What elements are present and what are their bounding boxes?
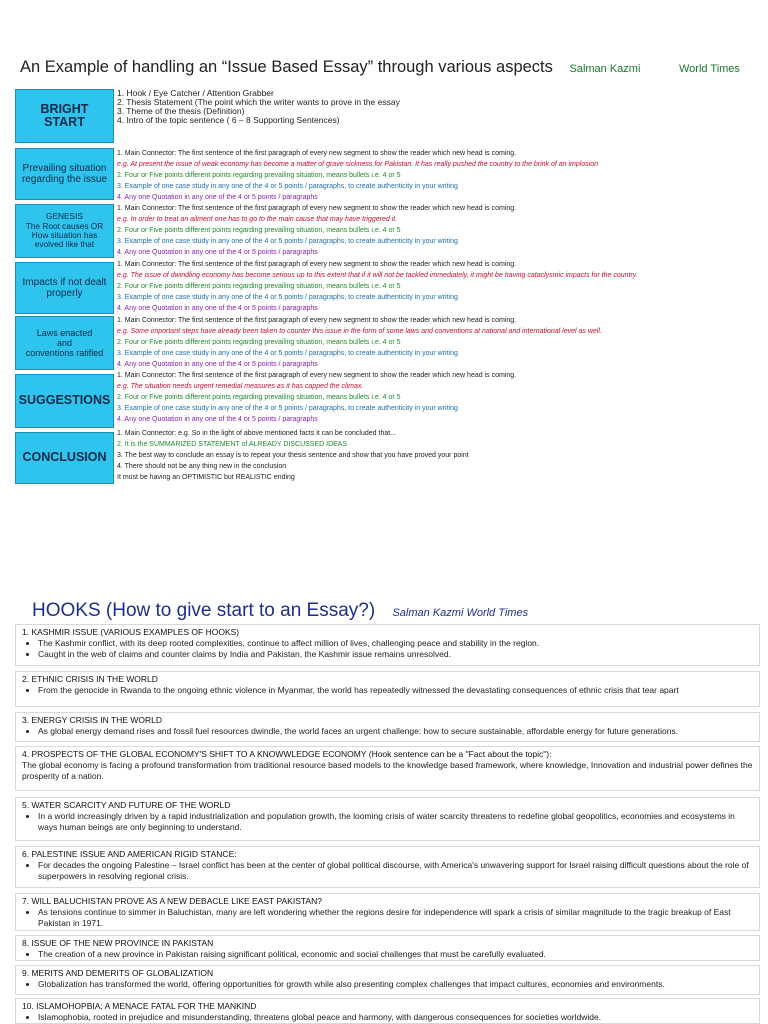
hook-item [15,624,760,666]
section-line: 2. Four or Five points different points regarding prevailing situation, means bullets i.e. 4 or 5 [117,339,401,346]
section-line: 3. Theme of the thesis (Definition) [117,106,245,116]
section-label-box [15,89,114,143]
hook-item [15,965,760,995]
section-line: 2. Thesis Statement (The point which the writer wants to prove in the essay [117,97,400,107]
section-line: 3. Example of one case study in any one of the 4 or 5 points / paragraphs, to create authenticity in your writing [117,294,458,301]
section-line: 4. Any one Quotation in any one of the 4 or 5 points / paragraphs [117,194,318,201]
hook-heading: 9. MERITS AND DEMERITS OF GLOBALIZATION [22,968,214,978]
section-label-line: Impacts if not dealt [22,277,107,288]
hook-bullets [22,949,753,960]
section-line: e.g. The situation needs urgent remedial measures as it has capped the climax. [117,383,364,390]
hooks-author: Salman Kazmi World Times [392,607,529,619]
section-label-box [15,316,114,370]
section-label-line: properly [46,288,83,299]
hook-bullet: • Caught in the web of claims and counter claims by India and Pakistan, the Kashmir issue remains unresolved. [38,649,753,660]
hook-bullets [22,1012,753,1023]
page-title-row [20,58,740,77]
hook-item [15,935,760,961]
section-label-line: Prevailing situation [22,163,107,174]
hook-bullets [22,979,753,990]
section-label-box [15,432,114,484]
hooks-title: HOOKS (How to give start to an Essay?) [32,600,376,621]
section-line: 3. The best way to conclude an essay is to repeat your thesis sentence and show that you have proved your point [117,452,469,459]
section-line: 1. Main Connector: e.g. So in the light of above mentioned facts it can be concluded that... [117,430,397,437]
hook-item [15,746,760,791]
section-label-line: CONCLUSION [22,450,107,465]
hook-heading: 1. KASHMIR ISSUE (VARIOUS EXAMPLES OF HOOKS) [22,627,240,637]
section-line: 2. Four or Five points different points regarding prevailing situation, means bullets i.e. 4 or 5 [117,172,401,179]
hook-bullets [22,860,753,882]
hook-heading: 10. ISLAMOHOPBIA; A MENACE FATAL FOR THE MANKIND [22,1001,257,1011]
hook-bullet: • As global energy demand rises and fossil fuel resources dwindle, the world faces an urgent challenge: how to secure sustainable, affordable energy for future generations. [38,726,753,737]
section-label-line: The Root causes OR [25,220,104,231]
hook-heading: 4. PROSPECTS OF THE GLOBAL ECONOMY'S SHIFT TO A KNOWWLEDGE ECONOMY (Hook sentence can be a "Fact about the topic"): [22,749,552,759]
section-line: 1. Hook / Eye Catcher / Attention Grabber [117,89,274,98]
hook-item [15,712,760,742]
section-line: e.g. The issue of dwindling economy has become serious up to this extent that if it will not be tackled immediately, it might be having cataclysmic impacts for the country. [117,272,638,279]
section-line: 4. Any one Quotation in any one of the 4 or 5 points / paragraphs [117,361,318,368]
section-label-box [15,374,114,428]
hook-item [15,797,760,841]
hook-bullets [22,638,753,660]
section-line: 3. Example of one case study in any one of the 4 or 5 points / paragraphs, to create authenticity in your writing [117,350,458,357]
section-line: 2. Four or Five points different points regarding prevailing situation, means bullets i.e. 4 or 5 [117,227,401,234]
section-label-line: regarding the issue [21,174,108,185]
hook-item [15,893,760,931]
section-line: e.g. At present the issue of weak economy has become a matter of grave sickness for Pakistan. It has really pushed the country to the brink of an implosion [117,161,599,168]
section-line: 1. Main Connector: The first sentence of the first paragraph of every new segment to show the reader which new head is coming. [117,317,517,324]
section-label-box [15,204,114,258]
section-content [117,315,767,370]
section-content [117,370,767,425]
author-name: Salman Kazmi [569,63,641,75]
section-content [117,203,767,258]
section-label-line: START [44,115,85,129]
section-line: 3. Example of one case study in any one of the 4 or 5 points / paragraphs, to create authenticity in your writing [117,238,458,245]
hook-bullet: • Globalization has transformed the world, offering opportunities for growth while also presenting complex challenges that impact cultures, economies and environments. [38,979,753,990]
hook-bullet: • From the genocide in Rwanda to the ongoing ethnic violence in Myanmar, the world has repeatedly witnessed the devastating consequences of ethnic crisis that tear apart [38,685,753,696]
section-line: 1. Main Connector: The first sentence of the first paragraph of every new segment to show the reader which new head is coming. [117,150,517,157]
hook-bullet: • For decades the ongoing Palestine – Israel conflict has been at the center of global political discourse, with America's unwavering support for Israel raising difficult questions about the role of superpowers in resolving regional crisis. [38,860,753,882]
section-line: e.g. Some important steps have already been taken to counter this issue in the form of some laws and conventions at national and international level as well. [117,328,602,335]
hook-bullets [22,685,753,696]
section-content [117,148,767,203]
hook-bullets [22,726,753,737]
page-title: An Example of handling an “Issue Based Essay” through various aspects [20,58,553,76]
hook-bullets [22,811,753,833]
section-line: 2. It is the SUMMARIZED STATEMENT of ALREADY DISCUSSED IDEAS [117,441,348,448]
section-content [117,89,767,125]
hooks-title-row [32,600,528,622]
hook-heading: 7. WILL BALUCHISTAN PROVE AS A NEW DEBACLE LIKE EAST PAKISTAN? [22,896,322,906]
section-label-line: BRIGHT [40,101,89,116]
hook-item [15,998,760,1024]
hook-heading: 6. PALESTINE ISSUE AND AMERICAN RIGID STANCE: [22,849,237,859]
hook-bullet: • Islamophobia, rooted in prejudice and misunderstanding, threatens global peace and harmony, with dangerous consequences for societies worldwide. [38,1012,753,1023]
hook-bullet: • The creation of a new province in Pakistan raising significant political, economic and social challenges that must be carefully evaluated. [38,949,753,960]
hook-heading: 3. ENERGY CRISIS IN THE WORLD [22,715,162,725]
hook-heading: 5. WATER SCARCITY AND FUTURE OF THE WORLD [22,800,231,810]
hook-bullet: • The Kashmir conflict, with its deep rooted complexities, continue to affect million of lives, challenging peace and stability in the region. [38,638,753,649]
section-line: 1. Main Connector: The first sentence of the first paragraph of every new segment to show the reader which new head is coming. [117,372,517,379]
hook-paragraph: The global economy is facing a profound transformation from traditional resource based models to the knowledge based framework, where knowledge, Innovation and industrial power defines the prosperity of a nation. [22,760,753,781]
section-line: 2. Four or Five points different points regarding prevailing situation, means bullets i.e. 4 or 5 [117,283,401,290]
section-line: 4. Any one Quotation in any one of the 4 or 5 points / paragraphs [117,305,318,312]
section-line: 1. Main Connector: The first sentence of the first paragraph of every new segment to show the reader which new head is coming. [117,261,517,268]
section-line: It must be having an OPTIMISTIC but REALISTIC ending [117,474,295,481]
section-content [117,259,767,314]
publication-name: World Times [679,63,740,75]
hook-heading: 8. ISSUE OF THE NEW PROVINCE IN PAKISTAN [22,938,214,948]
section-label-line: How situation has [31,230,98,240]
section-label-line: SUGGESTIONS [18,393,111,408]
hook-bullets [22,907,753,929]
section-label-line: GENESIS [46,211,83,222]
section-label-line: and [56,338,72,348]
section-line: 2. Four or Five points different points regarding prevailing situation, means bullets i.e. 4 or 5 [117,394,401,401]
section-label-box [15,148,114,200]
hook-bullet: • In a world increasingly driven by a rapid industrialization and population growth, the looming crisis of water scarcity threatens to redefine global geopolitics, economies and ecosystems in ways human beings are only beginning to understand. [38,811,753,833]
section-line: 1. Main Connector: The first sentence of the first paragraph of every new segment to show the reader which new head is coming. [117,205,517,212]
section-label-line: conventions ratified [25,348,104,358]
section-line: 3. Example of one case study in any one of the 4 or 5 points / paragraphs, to create authenticity in your writing [117,183,458,190]
section-line: 4. Intro of the topic sentence ( 6 – 8 Supporting Sentences) [117,115,340,125]
section-line: 4. There should not be any thing new in the conclusion [117,463,287,470]
hook-bullet: • As tensions continue to simmer in Baluchistan, many are left wondering whether the regions desire for independence will spark a crisis of similar magnitude to the tragic breakup of East Pakistan in 1971. [38,907,753,929]
section-line: 4. Any one Quotation in any one of the 4 or 5 points / paragraphs [117,416,318,423]
section-line: e.g. In order to treat an ailment one has to go to the main cause that may have triggered it. [117,216,398,223]
hook-heading: 2. ETHNIC CRISIS IN THE WORLD [22,674,158,684]
section-label-box [15,262,114,314]
hook-item [15,846,760,888]
hook-item [15,671,760,707]
section-line: 4. Any one Quotation in any one of the 4 or 5 points / paragraphs [117,249,318,256]
section-line: 3. Example of one case study in any one of the 4 or 5 points / paragraphs, to create authenticity in your writing [117,405,458,412]
section-label-line: Laws enacted [36,328,93,338]
section-label-line: evolved like that [34,239,95,250]
section-content [117,428,767,483]
